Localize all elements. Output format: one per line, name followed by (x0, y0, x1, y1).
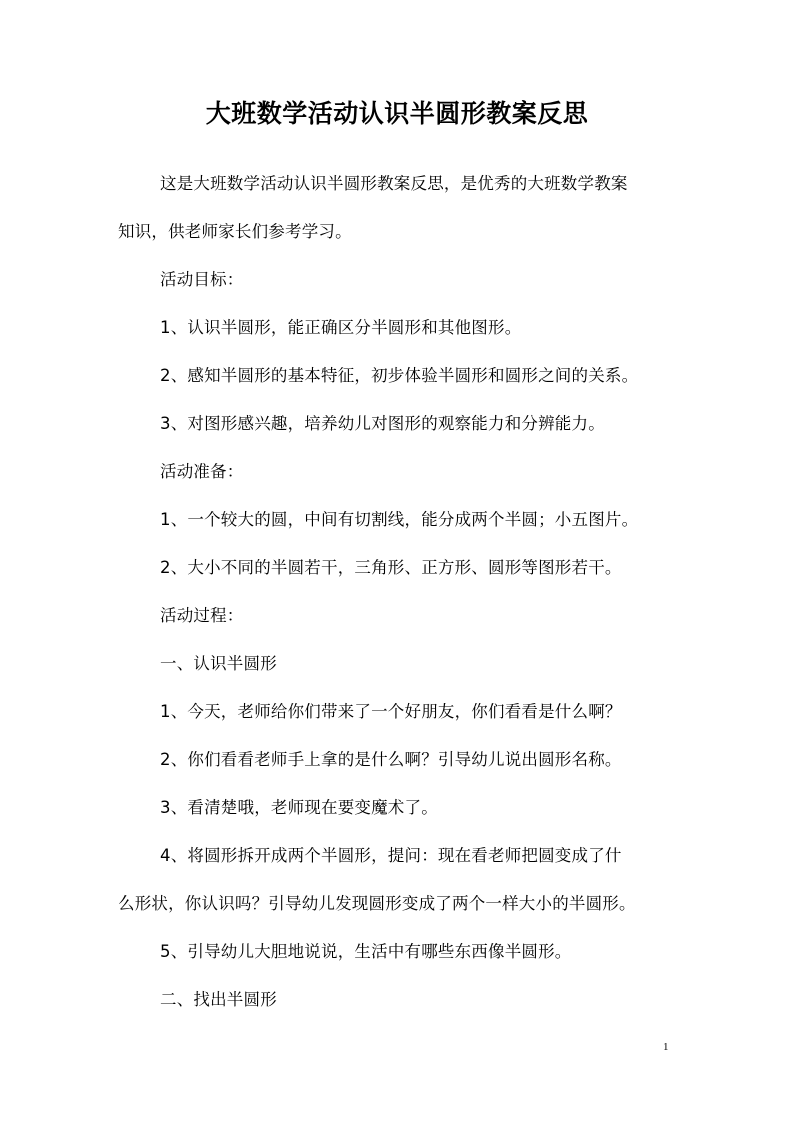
document-title: 大班数学活动认识半圆形教案反思 (205, 99, 589, 128)
goal-item-1: 1、认识半圆形，能正确区分半圆形和其他图形。 (160, 318, 522, 337)
step-item-3: 3、看清楚哦，老师现在要变魔术了。 (160, 798, 438, 817)
prep-item-2: 2、大小不同的半圆若干，三角形、正方形、圆形等图形若干。 (160, 558, 622, 577)
step-item-1: 1、今天，老师给你们带来了一个好朋友，你们看看是什么啊？ (160, 702, 622, 721)
step-item-5: 5、引导幼儿大胆地说说，生活中有哪些东西像半圆形。 (160, 942, 572, 961)
goal-item-2: 2、感知半圆形的基本特征，初步体验半圆形和圆形之间的关系。 (160, 366, 639, 385)
intro-paragraph-line-1: 这是大班数学活动认识半圆形教案反思，是优秀的大班数学教案 (160, 174, 628, 193)
step-item-2: 2、你们看看老师手上拿的是什么啊？引导幼儿说出圆形名称。 (160, 750, 622, 769)
goals-heading: 活动目标： (160, 270, 244, 289)
step-item-4-line-2: 么形状，你认识吗？引导幼儿发现圆形变成了两个一样大小的半圆形。 (118, 894, 636, 913)
process-heading: 活动过程： (160, 606, 244, 625)
step-item-4-line-1: 4、将圆形拆开成两个半圆形，提问：现在看老师把圆变成了什 (160, 846, 622, 865)
goal-item-3: 3、对图形感兴趣，培养幼儿对图形的观察能力和分辨能力。 (160, 414, 605, 433)
section-heading-1: 一、认识半圆形 (160, 654, 277, 673)
prep-heading: 活动准备： (160, 462, 244, 481)
page-number: 1 (663, 1041, 669, 1053)
intro-paragraph-line-2: 知识，供老师家长们参考学习。 (118, 222, 352, 241)
prep-item-1: 1、一个较大的圆，中间有切割线，能分成两个半圆；小五图片。 (160, 510, 639, 529)
document-body (118, 160, 690, 1024)
section-heading-2: 二、找出半圆形 (160, 990, 277, 1009)
